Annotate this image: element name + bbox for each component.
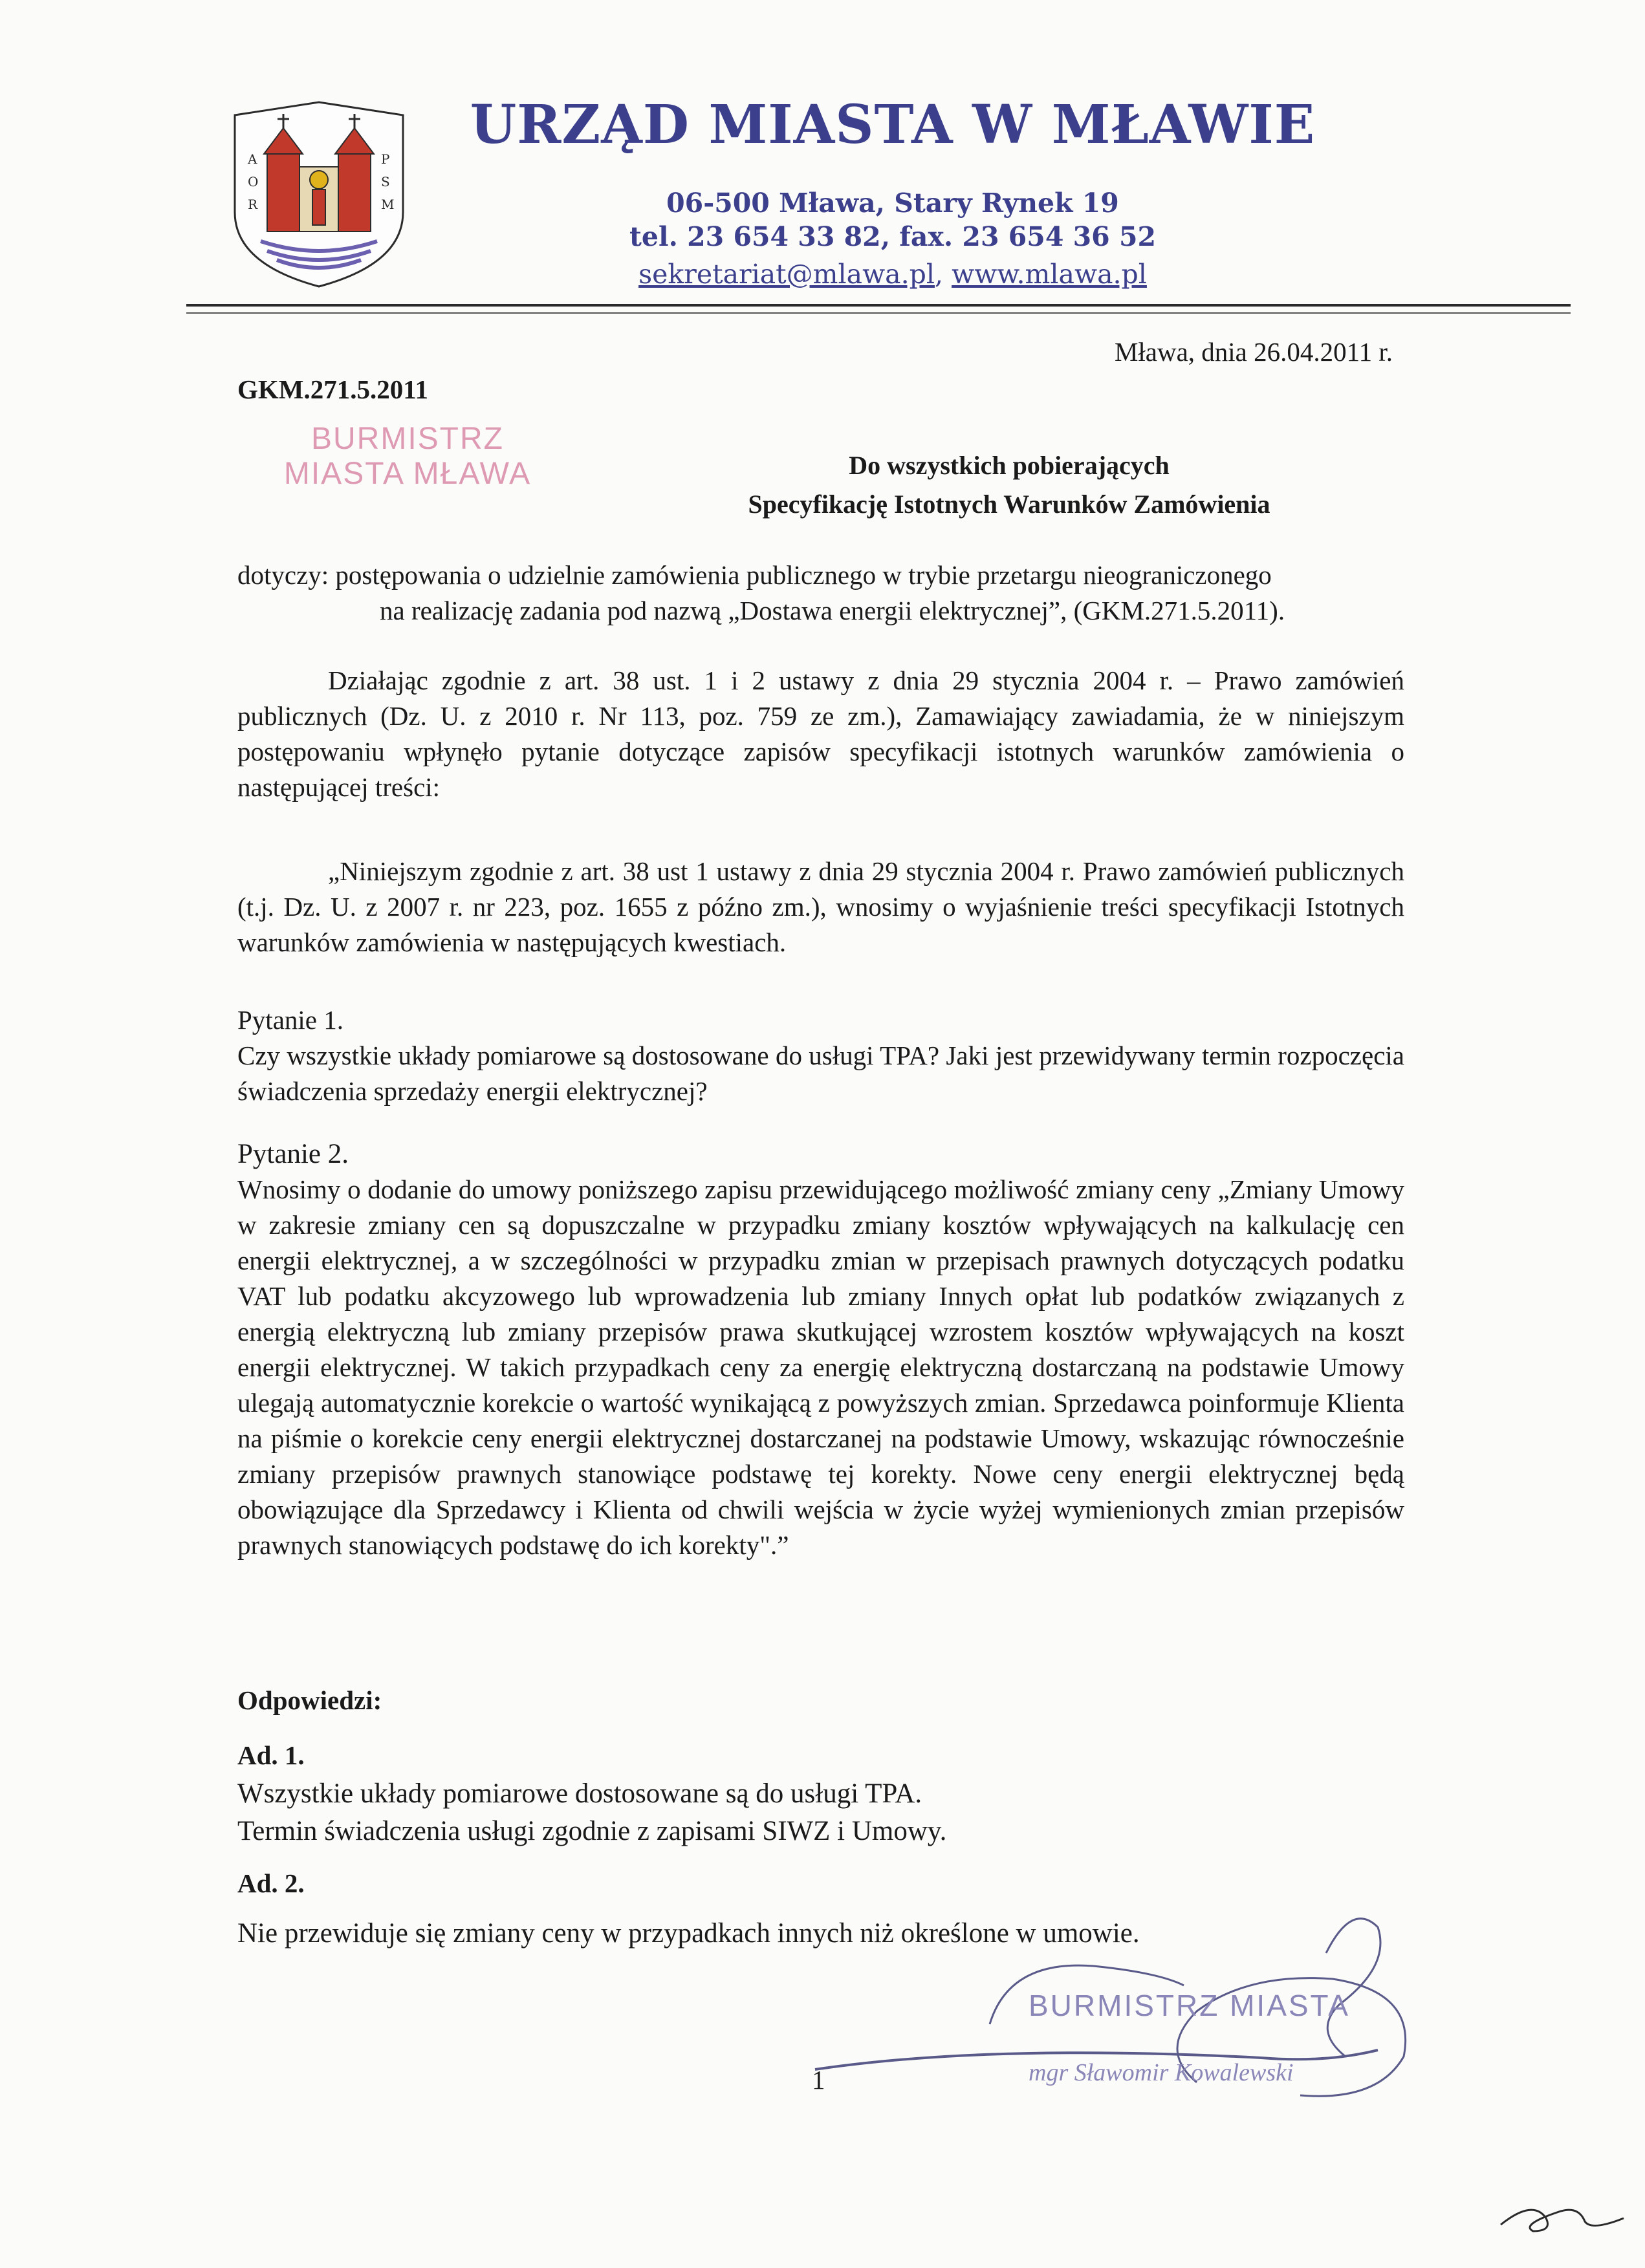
- crest-letter: P: [381, 151, 390, 167]
- subject-line: dotyczy: postępowania o udzielnie zamówienia publicznego w trybie przetargu nieograniczonego: [237, 560, 1272, 590]
- answer-2-text: Nie przewiduje się zmiany ceny w przypadkach innych niż określone w umowie.: [237, 1918, 1140, 1949]
- letter-date: Mława, dnia 26.04.2011 r.: [1114, 337, 1393, 367]
- subject-block: [237, 557, 1404, 629]
- subject-line: na realizację zadania pod nazwą „Dostawa energii elektrycznej”, (GKM.271.5.2011).: [380, 596, 1285, 625]
- answer-2-label: Ad. 2.: [237, 1868, 305, 1898]
- crest-letter: O: [248, 174, 259, 189]
- contact-links: sekretariat@mlawa.pl, www.mlawa.pl: [638, 259, 1147, 290]
- answers-heading: Odpowiedzi:: [237, 1685, 382, 1715]
- answer-1-label: Ad. 1.: [237, 1740, 305, 1770]
- crest-letter: M: [381, 197, 395, 212]
- city-crest-logo: [228, 96, 409, 290]
- signature-stamp-title: BURMISTRZ MIASTA: [1029, 1989, 1350, 2022]
- website-link[interactable]: www.mlawa.pl: [952, 259, 1147, 290]
- header-divider-thin: [186, 312, 1571, 314]
- question-1: [237, 1002, 1404, 1109]
- crest-letter: S: [381, 174, 390, 189]
- question-2: [237, 1136, 1404, 1563]
- question-title: Pytanie 2.: [237, 1139, 349, 1169]
- email-link[interactable]: sekretariat@mlawa.pl: [638, 259, 935, 290]
- crest-letter: A: [248, 151, 257, 167]
- organization-name: URZĄD MIASTA W MŁAWIE: [470, 94, 1316, 156]
- stamp-line: BURMISTRZ: [311, 422, 504, 456]
- signature-stamp-name: mgr Sławomir Kowalewski: [1029, 2059, 1294, 2086]
- quoted-paragraph: „Niniejszym zgodnie z art. 38 ust 1 ustawy z dnia 29 stycznia 2004 r. Prawo zamówień publicznych (t.j. Dz. U. z 2007 r. nr 223, poz. 1655 z późno zm.), wnosimy o wyjaśnienie treści specyfikacji Istotnych warunków zamówienia w następujących kwestiach.: [237, 856, 1404, 957]
- mayor-stamp: [256, 422, 560, 491]
- question-text: Wnosimy o dodanie do umowy poniższego zapisu przewidującego możliwość zmiany ceny „Zmiany Umowy w zakresie zmiany cen są dopuszczalne w przypadku zmiany kosztów wpływających na kalkulację cen energii elektrycznej, a w szczególności w przypadku zmian w przepisach prawnych dotyczących podatku VAT lub podatku akcyzowego lub wprowadzenia lub zmiany Innych opłat lub podatków związanych z energią elektryczną lub zmiany przepisów prawa skutkującej wzrostem kosztów wpływających na koszt energii elektrycznej. W takich przypadkach ceny za energię elektryczną dostarczaną na podstawie Umowy ulegają automatycznie korekcie o wartość wynikającą z powyższych zmian. Sprzedawca poinformuje Klienta na piśmie o korekcie ceny energii elektrycznej dostarczanej na podstawie Umowy, wskazując równocześnie zmiany przepisów prawnych stanowiące podstawę tej korekty. Nowe ceny energii elektrycznej będą obowiązujące dla Sprzedawcy i Klienta od chwili wejścia w życie wyżej wymienionych zmian przepisów prawnych stanowiących podstawę do ich korekty".”: [237, 1174, 1404, 1560]
- answer-line: Termin świadczenia usługi zgodnie z zapisami SIWZ i Umowy.: [237, 1816, 947, 1846]
- reference-number: GKM.271.5.2011: [237, 374, 428, 404]
- page-number: 1: [812, 2065, 825, 2095]
- question-title: Pytanie 1.: [237, 1005, 343, 1035]
- office-address: 06-500 Mława, Stary Rynek 19: [666, 188, 1119, 219]
- stamp-line: MIASTA MŁAWA: [283, 457, 532, 491]
- office-phones: tel. 23 654 33 82, fax. 23 654 36 52: [629, 221, 1157, 252]
- crest-letter: R: [248, 197, 258, 212]
- answer-1-text: [237, 1775, 946, 1850]
- addressee-line: Do wszystkich pobierających: [849, 451, 1170, 480]
- addressee-block: [582, 446, 1436, 524]
- addressee-line: Specyfikację Istotnych Warunków Zamówienia: [748, 490, 1270, 519]
- header-divider: [186, 304, 1571, 307]
- question-text: Czy wszystkie układy pomiarowe są dostosowane do usługi TPA? Jaki jest przewidywany termin rozpoczęcia świadczenia sprzedaży energii elektrycznej?: [237, 1041, 1404, 1106]
- handwritten-initials: [1494, 2186, 1637, 2244]
- body-paragraph: Działając zgodnie z art. 38 ust. 1 i 2 ustawy z dnia 29 stycznia 2004 r. – Prawo zamówień publicznych (Dz. U. z 2010 r. Nr 113, poz. 759 ze zm.), Zamawiający zawiadamia, że w niniejszym postępowaniu wpłynęło pytanie dotyczące zapisów specyfikacji istotnych warunków zamówienia o następującej treści:: [237, 665, 1404, 802]
- answer-line: Wszystkie układy pomiarowe dostosowane są do usługi TPA.: [237, 1778, 922, 1809]
